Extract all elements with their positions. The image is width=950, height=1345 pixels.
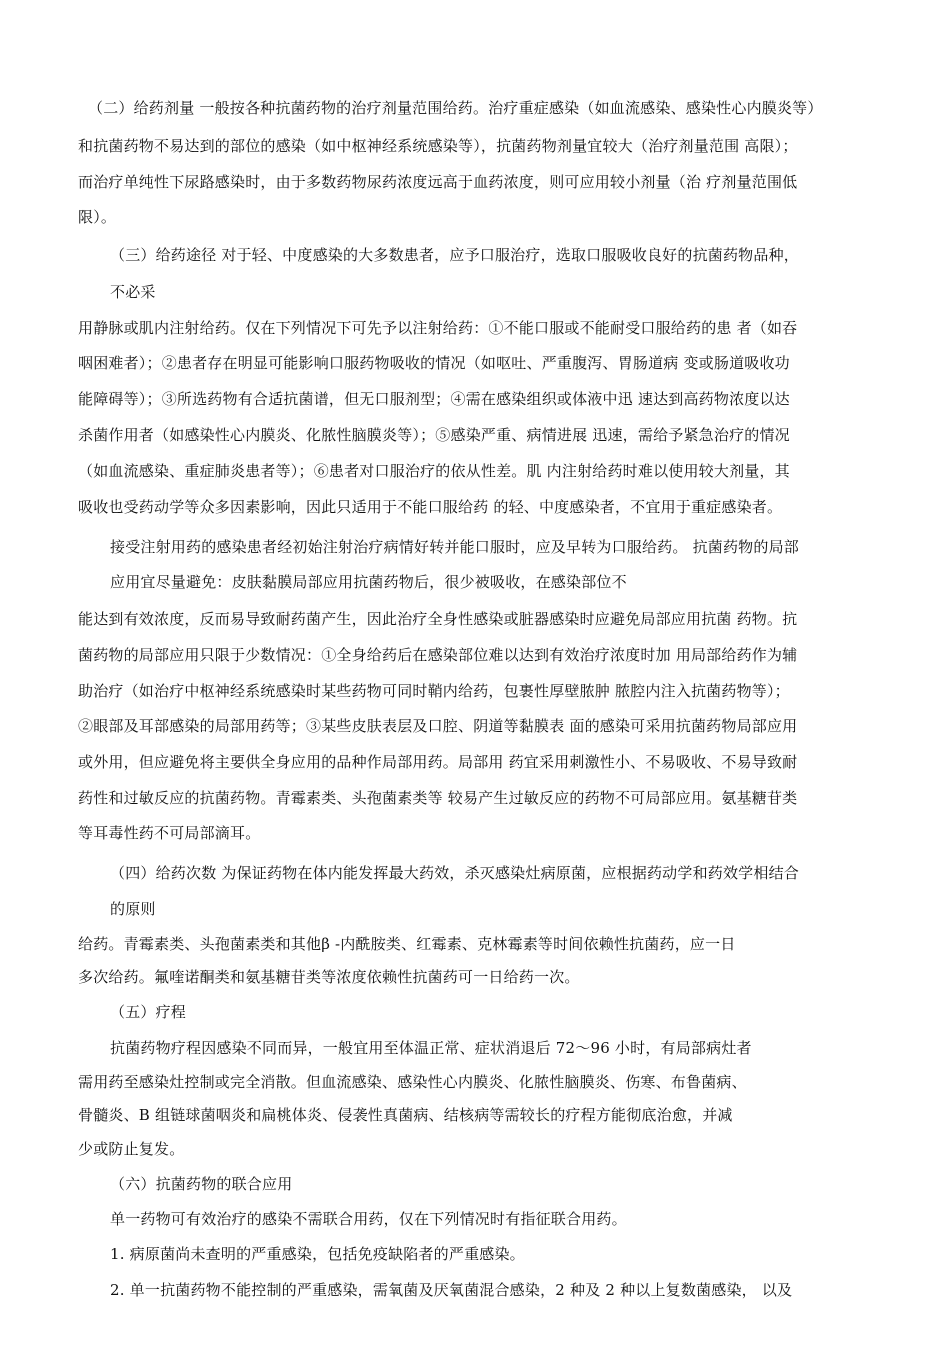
- text-line: 助治疗（如治疗中枢神经系统感染时某些药物可同时鞘内给药，包裹性厚壁脓肿 脓腔内注入抗菌药物等）；: [78, 682, 790, 700]
- text-line: 和抗菌药物不易达到的部位的感染（如中枢神经系统感染等），抗菌药物剂量宜较大（治疗剂量范围 高限）；: [78, 137, 798, 155]
- text-line: 给药。青霉素类、头孢菌素类和其他β -内酰胺类、红霉素、克林霉素等时间依赖性抗菌药，应一日: [78, 935, 736, 953]
- text-line: 吸收也受药动学等众多因素影响，因此只适用于不能口服给药 的轻、中度感染者，不宜用于重症感染者。: [78, 498, 783, 516]
- text-line: 应用宜尽量避免：皮肤黏膜局部应用抗菌药物后，很少被吸收，在感染部位不: [110, 573, 627, 591]
- text-line: （三）给药途径 对于轻、中度感染的大多数患者，应予口服治疗，选取口服吸收良好的抗菌药物品种，: [110, 246, 799, 264]
- list-item: 1. 病原菌尚未查明的严重感染，包括免疫缺陷者的严重感染。: [110, 1245, 525, 1263]
- text-line: 接受注射用药的感染患者经初始注射治疗病情好转并能口服时，应及早转为口服给药。 抗菌药物的局部: [110, 538, 799, 556]
- text-line: 能障碍等）；③所选药物有合适抗菌谱，但无口服剂型；④需在感染组织或体液中迅 速达到高药物浓度以达: [78, 390, 790, 408]
- text-line: 不必采: [110, 283, 156, 301]
- text-line: ②眼部及耳部感染的局部用药等；③某些皮肤表层及口腔、阴道等黏膜表 面的感染可采用抗菌药物局部应用: [78, 717, 798, 735]
- text-line: 咽困难者）；②患者存在明显可能影响口服药物吸收的情况（如呕吐、严重腹泻、胃肠道病 变或肠道吸收功: [78, 354, 790, 372]
- text-line: 而治疗单纯性下尿路感染时，由于多数药物尿药浓度远高于血药浓度，则可应用较小剂量（治 疗剂量范围低: [78, 173, 798, 191]
- text-line: 单一药物可有效治疗的感染不需联合用药，仅在下列情况时有指征联合用药。: [110, 1210, 627, 1228]
- text-line: 骨髓炎、B 组链球菌咽炎和扁桃体炎、侵袭性真菌病、结核病等需较长的疗程方能彻底治愈，并减: [78, 1106, 733, 1124]
- section-heading: （五）疗程: [110, 1003, 187, 1021]
- text-line: （二）给药剂量 一般按各种抗菌药物的治疗剂量范围给药。治疗重症感染（如血流感染、感染性心内膜炎等）: [88, 99, 823, 117]
- text-line: （四）给药次数 为保证药物在体内能发挥最大药效，杀灭感染灶病原菌，应根据药动学和药效学相结合: [110, 864, 799, 882]
- text-line: 能达到有效浓度，反而易导致耐药菌产生，因此治疗全身性感染或脏器感染时应避免局部应用抗菌 药物。抗: [78, 610, 798, 628]
- text-line: 或外用，但应避免将主要供全身应用的品种作局部用药。局部用 药宜采用刺激性小、不易吸收、不易导致耐: [78, 753, 798, 771]
- text-line: 的原则: [110, 900, 156, 918]
- text-line: 杀菌作用者（如感染性心内膜炎、化脓性脑膜炎等）；⑤感染严重、病情进展 迅速，需给予紧急治疗的情况: [78, 426, 790, 444]
- text-line: 需用药至感染灶控制或完全消散。但血流感染、感染性心内膜炎、化脓性脑膜炎、伤寒、布鲁菌病、: [78, 1073, 747, 1091]
- text-line: 多次给药。氟喹诺酮类和氨基糖苷类等浓度依赖性抗菌药可一日给药一次。: [78, 968, 580, 986]
- text-line: 药性和过敏反应的抗菌药物。青霉素类、头孢菌素类等 较易产生过敏反应的药物不可局部应用。氨基糖苷类: [78, 789, 798, 807]
- text-line: 限）。: [78, 208, 117, 226]
- text-line: （如血流感染、重症肺炎患者等）；⑥患者对口服治疗的依从性差。肌 内注射给药时难以使用较大剂量，其: [78, 462, 790, 480]
- text-line: 菌药物的局部应用只限于少数情况：①全身给药后在感染部位难以达到有效治疗浓度时加 用局部给药作为辅: [78, 646, 798, 664]
- text-line: 少或防止复发。: [78, 1140, 185, 1158]
- text-line: 抗菌药物疗程因感染不同而异，一般宜用至体温正常、症状消退后 72～96 小时，有局部病灶者: [110, 1039, 752, 1057]
- section-heading: （六）抗菌药物的联合应用: [110, 1175, 293, 1193]
- text-line: 用静脉或肌内注射给药。仅在下列情况下可先予以注射给药：①不能口服或不能耐受口服给药的患 者（如吞: [78, 319, 798, 337]
- text-line: 等耳毒性药不可局部滴耳。: [78, 824, 261, 842]
- list-item: 2. 单一抗菌药物不能控制的严重感染，需氧菌及厌氧菌混合感染，2 种及 2 种以上复数菌感染， 以及: [110, 1281, 793, 1299]
